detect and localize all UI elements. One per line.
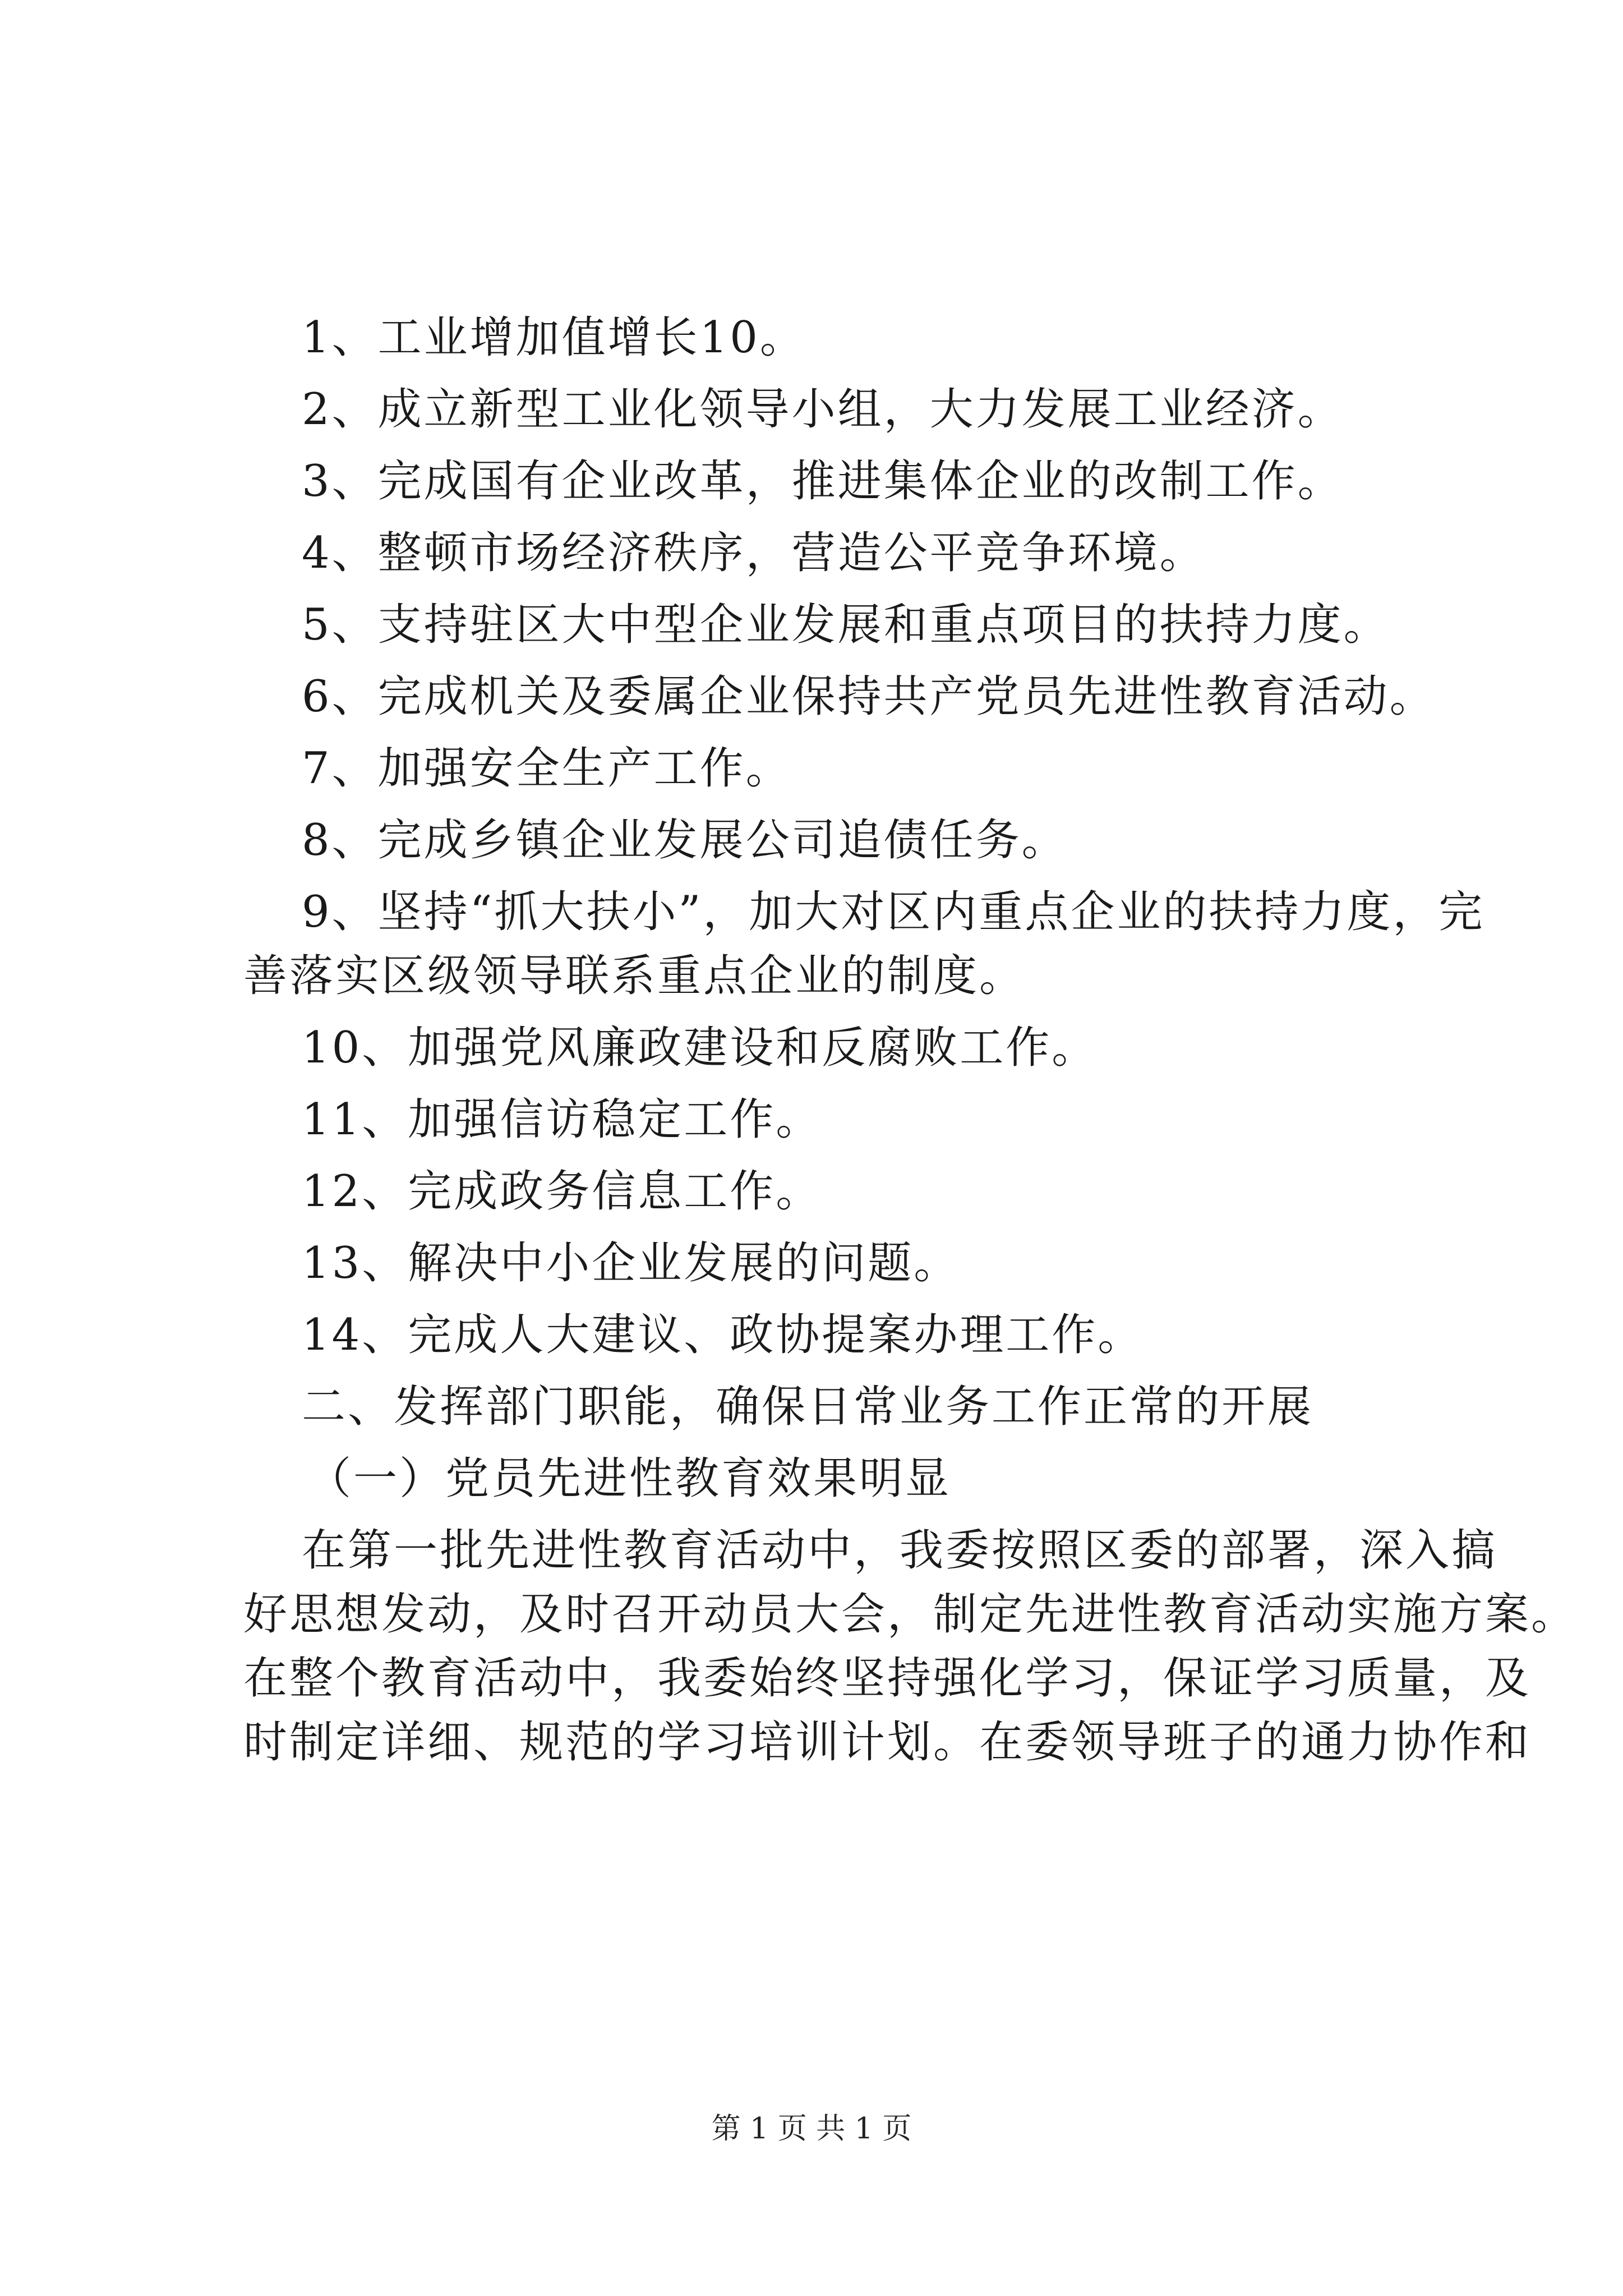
list-item-7: 7、加强安全生产工作。 bbox=[302, 743, 792, 794]
paragraph-line-1: 在第一批先进性教育活动中，我委按照区委的部署，深入搞 bbox=[302, 1525, 1498, 1576]
list-item-2: 2、成立新型工业化领导小组，大力发展工业经济。 bbox=[302, 384, 1344, 435]
paragraph-line-2: 好思想发动，及时召开动员大会，制定先进性教育活动实施方案。 bbox=[243, 1589, 1578, 1640]
list-item-9-line-2: 善落实区级领导联系重点企业的制度。 bbox=[243, 951, 1026, 1001]
list-item-5: 5、支持驻区大中型企业发展和重点项目的扶持力度。 bbox=[302, 600, 1390, 650]
list-item-9-line-1: 9、坚持“抓大扶小”，加大对区内重点企业的扶持力度，完 bbox=[302, 887, 1485, 937]
section-heading: 二、发挥部门职能，确保日常业务工作正常的开展 bbox=[302, 1382, 1314, 1432]
list-item-11: 11、加强信访稳定工作。 bbox=[302, 1094, 822, 1145]
paragraph-line-4: 时制定详细、规范的学习培训计划。在委领导班子的通力协作和 bbox=[243, 1717, 1532, 1768]
list-item-13: 13、解决中小企业发展的问题。 bbox=[302, 1238, 960, 1289]
list-item-12: 12、完成政务信息工作。 bbox=[302, 1166, 822, 1217]
list-item-8: 8、完成乡镇企业发展公司追债任务。 bbox=[302, 815, 1068, 866]
list-item-10: 10、加强党风廉政建设和反腐败工作。 bbox=[302, 1023, 1098, 1073]
list-item-1: 1、工业增加值增长10。 bbox=[302, 312, 806, 363]
paragraph-line-3: 在整个教育活动中，我委始终坚持强化学习，保证学习质量，及 bbox=[243, 1653, 1532, 1704]
page-footer: 第 1 页 共 1 页 bbox=[711, 2112, 912, 2146]
subheading: （一）党员先进性教育效果明显 bbox=[307, 1453, 952, 1504]
list-item-3: 3、完成国有企业改革，推进集体企业的改制工作。 bbox=[302, 456, 1344, 507]
list-item-6: 6、完成机关及委属企业保持共产党员先进性教育活动。 bbox=[302, 671, 1436, 722]
list-item-14: 14、完成人大建议、政协提案办理工作。 bbox=[302, 1310, 1144, 1360]
list-item-4: 4、整顿市场经济秩序，营造公平竞争环境。 bbox=[302, 528, 1206, 578]
